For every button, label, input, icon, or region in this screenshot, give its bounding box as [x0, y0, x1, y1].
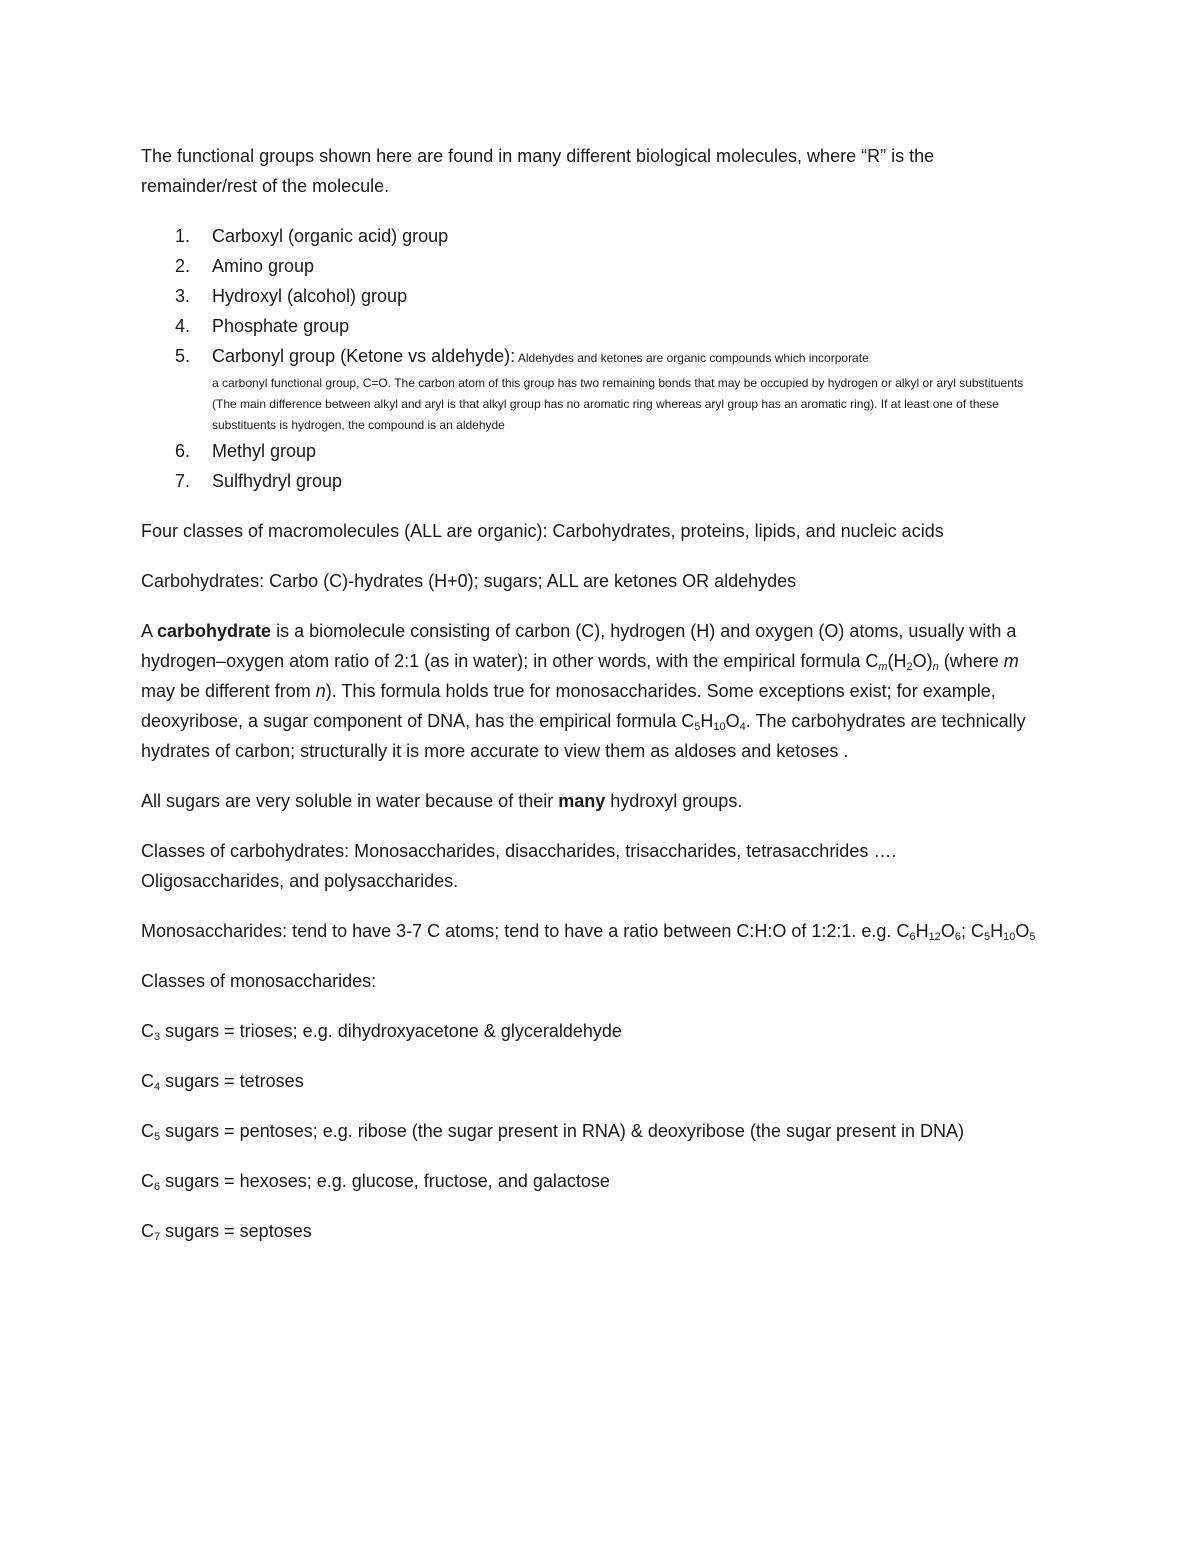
list-item-label: Amino group: [212, 256, 315, 276]
formula-text: O): [912, 651, 933, 671]
list-item: [141, 341, 1041, 436]
text-run: ). This formula holds true for monosaccharides. Some exceptions exist; for example, deoxyribose, a sugar component of DNA, has the empirical formula: [141, 681, 996, 731]
classes-paragraph: Classes of carbohydrates: Monosaccharides, disaccharides, trisaccharides, tetrasacchrides …. Oligosaccharides, and polysaccharides.: [141, 841, 897, 891]
formula-subscript: m: [878, 661, 888, 673]
formula-text: (H: [887, 651, 907, 671]
carbohydrates-definition: Carbohydrates: Carbo (C)-hydrates (H+0); sugars; ALL are ketones OR aldehydes: [141, 571, 797, 591]
formula-subscript: 6: [954, 931, 961, 943]
formula-text: O: [940, 921, 955, 941]
list-item: [141, 281, 1041, 311]
document-page: [141, 141, 1041, 1246]
functional-groups-list: [141, 221, 1041, 496]
formula-text: C: [970, 921, 984, 941]
text-run: hydroxyl groups.: [605, 791, 743, 811]
formula-subscript: 5: [1029, 931, 1036, 943]
list-item-label: Hydroxyl (alcohol) group: [212, 286, 408, 306]
formula-subscript: n: [932, 661, 939, 673]
text-run: sugars = trioses; e.g. dihydroxyacetone & glyceraldehyde: [160, 1021, 622, 1041]
list-number: 2.: [175, 256, 191, 276]
text-run: may be different from: [141, 681, 316, 701]
list-number: 5.: [175, 346, 191, 366]
formula-text: C: [141, 1121, 154, 1141]
formula-subscript: 4: [739, 721, 746, 733]
formula-subscript: 3: [154, 1031, 161, 1043]
formula-text: C: [865, 651, 879, 671]
list-item-label: Carbonyl group (Ketone vs aldehyde):: [212, 346, 516, 366]
mono-classes-heading: Classes of monosaccharides:: [141, 971, 377, 991]
formula-text: C: [681, 711, 695, 731]
list-item: [141, 436, 1041, 466]
formula-text: O: [725, 711, 740, 731]
formula-subscript: 12: [928, 931, 941, 943]
list-number: 6.: [175, 441, 191, 461]
list-number: 7.: [175, 471, 191, 491]
empirical-formula: [865, 651, 938, 671]
sugar-line: [141, 1116, 1041, 1146]
text-run: All sugars are very soluble in water because of their: [141, 791, 559, 811]
list-item: [141, 221, 1041, 251]
formula-text: H: [700, 711, 714, 731]
formula-text: C: [141, 1171, 154, 1191]
text-run: sugars = pentoses; e.g. ribose (the sugar present in RNA) & deoxyribose (the sugar present in DNA): [160, 1121, 965, 1141]
formula-text: C: [141, 1071, 154, 1091]
text-run: sugars = septoses: [160, 1221, 312, 1241]
intro-paragraph: The functional groups shown here are found in many different biological molecules, where “R” is the remainder/rest of the molecule.: [141, 146, 935, 196]
formula-subscript: 5: [694, 721, 701, 733]
formula-text: H: [990, 921, 1004, 941]
list-item-label: Sulfhydryl group: [212, 471, 343, 491]
hexose-formula: [896, 921, 961, 941]
formula-text: O: [1015, 921, 1030, 941]
formula-subscript: 5: [983, 931, 991, 943]
sugar-line: [141, 1066, 1041, 1096]
italic-variable: m: [1003, 651, 1019, 671]
list-item: [141, 251, 1041, 281]
bold-term: many: [558, 791, 606, 811]
carbohydrate-paragraph: [141, 616, 1041, 766]
formula-subscript: 5: [154, 1131, 161, 1143]
formula-subscript: 2: [906, 661, 913, 673]
carbonyl-note: a carbonyl functional group, C=O. The carbon atom of this group has two remaining bonds that may be occupied by hydrogen or alkyl or aryl substituents (The main difference between alkyl and aryl is that alkyl group has no aromatic ring whereas aryl group has an aromatic ring). If at least one of these substituents is hydrogen, the compound is an aldehyde: [212, 376, 1024, 432]
monosaccharides-paragraph: [141, 916, 1041, 946]
text-run: . The carbohydrates are technically hydrates of carbon; structurally it is more accurate to view them as aldoses and ketoses .: [141, 711, 1026, 761]
four-classes-paragraph: Four classes of macromolecules (ALL are organic): Carbohydrates, proteins, lipids, and nucleic acids: [141, 521, 944, 541]
text-run: ;: [960, 921, 971, 941]
text-run: sugars = tetroses: [160, 1071, 304, 1091]
formula-subscript: 10: [1003, 931, 1016, 943]
list-item-label: Phosphate group: [212, 316, 350, 336]
formula-subscript: 6: [909, 931, 916, 943]
formula-subscript: 6: [154, 1181, 161, 1193]
list-number: 1.: [175, 226, 191, 246]
list-item: [141, 466, 1041, 496]
list-item-label: Carboxyl (organic acid) group: [212, 226, 449, 246]
sugar-line: [141, 1166, 1041, 1196]
bold-term: carbohydrate: [157, 621, 272, 641]
formula-text: C: [896, 921, 910, 941]
pentose-formula: [971, 921, 1036, 941]
text-run: sugars = hexoses; e.g. glucose, fructose, and galactose: [160, 1171, 610, 1191]
formula-text: C: [141, 1021, 154, 1041]
carbonyl-note-first-line: Aldehydes and ketones are organic compounds which incorporate: [515, 351, 869, 365]
text-run: Monosaccharides: tend to have 3-7 C atoms; tend to have a ratio between C:H:O of 1:2:1. e.g.: [141, 921, 897, 941]
list-number: 4.: [175, 316, 191, 336]
soluble-paragraph: [141, 786, 1041, 816]
text-run: is a biomolecule consisting of carbon (C), hydrogen (H) and oxygen (O) atoms, usually with a hydrogen–oxygen atom ratio of 2:1 (as in water); in other words, with the empirical formula: [141, 621, 1017, 671]
text-run: (where: [938, 651, 1004, 671]
formula-text: H: [915, 921, 929, 941]
list-item: [141, 311, 1041, 341]
italic-variable: n: [315, 681, 326, 701]
list-item-label: Methyl group: [212, 441, 317, 461]
list-number: 3.: [175, 286, 191, 306]
text-run: A: [141, 621, 158, 641]
formula-subscript: 7: [154, 1231, 161, 1243]
formula-text: C: [141, 1221, 154, 1241]
deoxyribose-formula: [681, 711, 746, 731]
formula-subscript: 10: [713, 721, 726, 733]
sugar-line: [141, 1016, 1041, 1046]
sugar-line: [141, 1216, 1041, 1246]
formula-subscript: 4: [154, 1081, 161, 1093]
